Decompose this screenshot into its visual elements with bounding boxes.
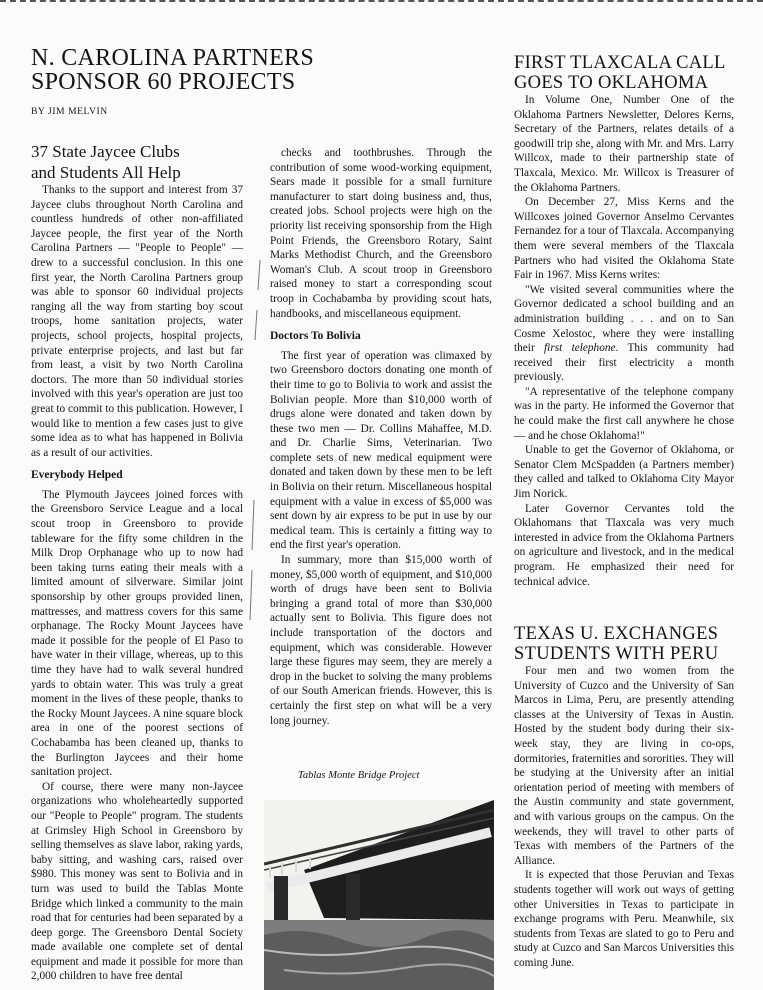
a3-paragraph-2: It is expected that those Peruvian and Texas students together will work out ways of getting other Universities in Texas to participate in exchange programs with Peru. Meanwhile, six students from Texas are slated to go to Peru and study at Cuzco and San Marcos Universities this coming June. [514, 869, 734, 969]
article-2-title-line-2: GOES TO OKLAHOMA [514, 73, 709, 93]
col1-paragraph-1: Thanks to the support and interest from 37 Jaycee clubs throughout North Carolina and countless hundreds of other non-affiliated Jaycee people, the first year of the North Carolina Partners — "People to People" — drew to a successful conclusion. In this one first year, the North Carolina Partners group was able to sponsor 60 individual projects ranging all the way from starting boy scout troops, home sanitation projects, water projects, school projects, hospital projects, private enterprise projects, and last but far from least, a visit by two North Carolina doctors. The more than 50 individual stories involved with this year's operation are just too great to commit to this publication. However, I would like to mention a few cases just to give some idea as to what has happened in Bolivia as a result of our activities. [31, 184, 243, 459]
a2-paragraph-2: On December 27, Miss Kerns and the Willcoxes joined Governor Anselmo Cervantes Fernandez for a tour of Tlaxcala. Accompanying them were several members of the Tlaxcala Partners who had visited the Oklahoma State Fair in 1967. Miss Kerns writes: [514, 196, 734, 282]
a2-italic-phrase: first telephone [544, 342, 616, 355]
col2-paragraph-1: checks and toothbrushes. Through the contribution of some wood-working equipment, Sears made it possible for a small furniture manufacturer to start doing business and, thus, created jobs. School projects were high on the priority list receiving sponsorship from the High Point Friends, the Greensboro Rotary, Saint Marks Methodist Church, and the Greensboro Woman's Club. A scout troop in Greensboro raised money to start a corresponding scout troop in Cochabamba by providing scout hats, handbooks, and miscellaneous equipment. [270, 147, 492, 320]
column-1 [31, 183, 243, 984]
col2-paragraph-3: In summary, more than $15,000 worth of money, $5,000 worth of equipment, and $10,000 worth of drugs have been sent to Bolivia bringing a grand total of more than $30,000 actually sent to Bolivia. This figure does not include transportation of the doctors and equipment, which was considerable. However large these figures may seem, they are merely a drop in the bucket to solving the many problems of our South American friends. However, this is certainly the first step on what will be a very long journey. [270, 554, 492, 727]
article-3-title-line-2: STUDENTS WITH PERU [514, 644, 719, 664]
article-2-title-line-1: FIRST TLAXCALA CALL [514, 53, 726, 73]
column-3-article-3 [514, 664, 734, 970]
a3-paragraph-1: Four men and two women from the University of Cuzco and the University of San Marcos in Lima, Peru, are presently attending classes at the University of Texas in Austin. Hosted by the student body during their six-week stay, they are living in co-ops, dormitories, fraternities and sororities. They will be studying at the University after an initial orientation period of meeting with members of the Austin community and state government, and with various groups on the campus. On the weekends, they will travel to other parts of Texas with members of the Partners of the Alliance. [514, 665, 734, 867]
margin-pencil-marks [240, 250, 270, 650]
byline: BY JIM MELVIN [31, 107, 108, 117]
subhead [31, 141, 261, 183]
column-3-article-2 [514, 93, 734, 589]
subhead-line-1: 37 State Jaycee Clubs [31, 142, 180, 161]
photo-caption: Tablas Monte Bridge Project [298, 770, 420, 781]
a2-paragraph-5: Unable to get the Governor of Oklahoma, or Senator Clem McSpadden (a Partners member) they called and talked to Oklahoma City Mayor Jim Norick. [514, 444, 734, 501]
headline-line-1: N. CAROLINA PARTNERS [31, 45, 315, 71]
article-2-title [514, 53, 744, 93]
a2-paragraph-3-end: . This community had received their first electricity a month previously. [514, 342, 735, 384]
headline [31, 46, 361, 94]
top-dashed-rule [0, 0, 763, 5]
col1-paragraph-3: Of course, there were many non-Jaycee organizations who wholeheartedly supported our "People to People" program. The students at Grimsley High School in Greensboro by selling themselves as slave labor, raking yards, baby sitting, and washing cars, raised over $980. This money was sent to Bolivia and in turn was used to build the Tablas Monte Bridge which linked a community to the main road that for centuries had been separated by a deep gorge. The Greensboro Dental Society made available one complete set of dental equipment and made it possible for more than 2,000 children to have free dental [31, 780, 243, 983]
a2-paragraph-3 [514, 283, 734, 385]
a2-paragraph-1: In Volume One, Number One of the Oklahoma Partners Newsletter, Delores Kerns, Secretary of the Partners, relates details of a goodwill trip she, along with Mr. and Mrs. Larry Willcox, made to their partnership state of Tlaxcala, Mexico. Mr. Willcox is Treasurer of the Oklahoma Partners. [514, 94, 734, 194]
headline-line-2: SPONSOR 60 PROJECTS [31, 69, 296, 95]
a2-paragraph-4: "A representative of the telephone company was in the party. He informed the Governor that he could make the first call anywhere he chose — and he chose Oklahoma!" [514, 385, 734, 442]
a2-paragraph-6: Later Governor Cervantes told the Oklahomans that Tlaxcala was very much interested in advice from the Oklahoma Partners on agriculture and livestock, and in the medical program. He emphasized their need for technical advice. [514, 502, 734, 588]
col1-paragraph-2: The Plymouth Jaycees joined forces with the Greensboro Service League and a local scout troop in Greensboro to provide tableware for the fifty some children in the Milk Drop Orphanage who up to now had been taking turns eating their meals with a limited amount of silverware. Similar joint sponsorship by other groups provided linen, mattresses, and mattress covers for this same orphanage. The Rocky Mount Jaycees have made it possible for the people of El Paso to have water in their village, whereas, up to this time they have had to walk several hundred yards to obtain water. This was truly a great moment in the lives of these people, thanks to the Rocky Mount Jaycees. A nine square block area in one of the poorest sections of Cochabamba has been cleaned up, thanks to the Burlington Jaycees and their home sanitation project. [31, 488, 243, 779]
subhead-line-2: and Students All Help [31, 163, 181, 182]
article-3-title-line-1: TEXAS U. EXCHANGES [514, 624, 719, 644]
a2-paragraph-3-start: "We visited several communities where the Governor dedicated a school building and an administration building . . . and on to San Cosme Xelostoc, where they were installing their [514, 283, 734, 355]
col2-section-heading: Doctors To Bolivia [270, 330, 361, 343]
article-3-title [514, 624, 744, 664]
col2-paragraph-2: The first year of operation was climaxed by two Greensboro doctors donating one month of their time to go to Bolivia to work and assist the Bolivian people. More than $10,000 worth of drugs alone were donated and taken down by these two men — Dr. Collins Mahaffee, M.D. and Dr. Charlie Sims, Veterinarian. Two complete sets of new medical equipment were donated and taken down by these men to be left in Bolivia on their return. Miscellaneous hospital equipment with a value in excess of $5,000 was sent down by air express to be put in use by our medical team. This is certainly a fitting way to end the first year's operation. [270, 349, 492, 552]
bridge-photo [264, 800, 494, 990]
col1-section-heading: Everybody Helped [31, 469, 123, 482]
column-2 [270, 146, 492, 728]
